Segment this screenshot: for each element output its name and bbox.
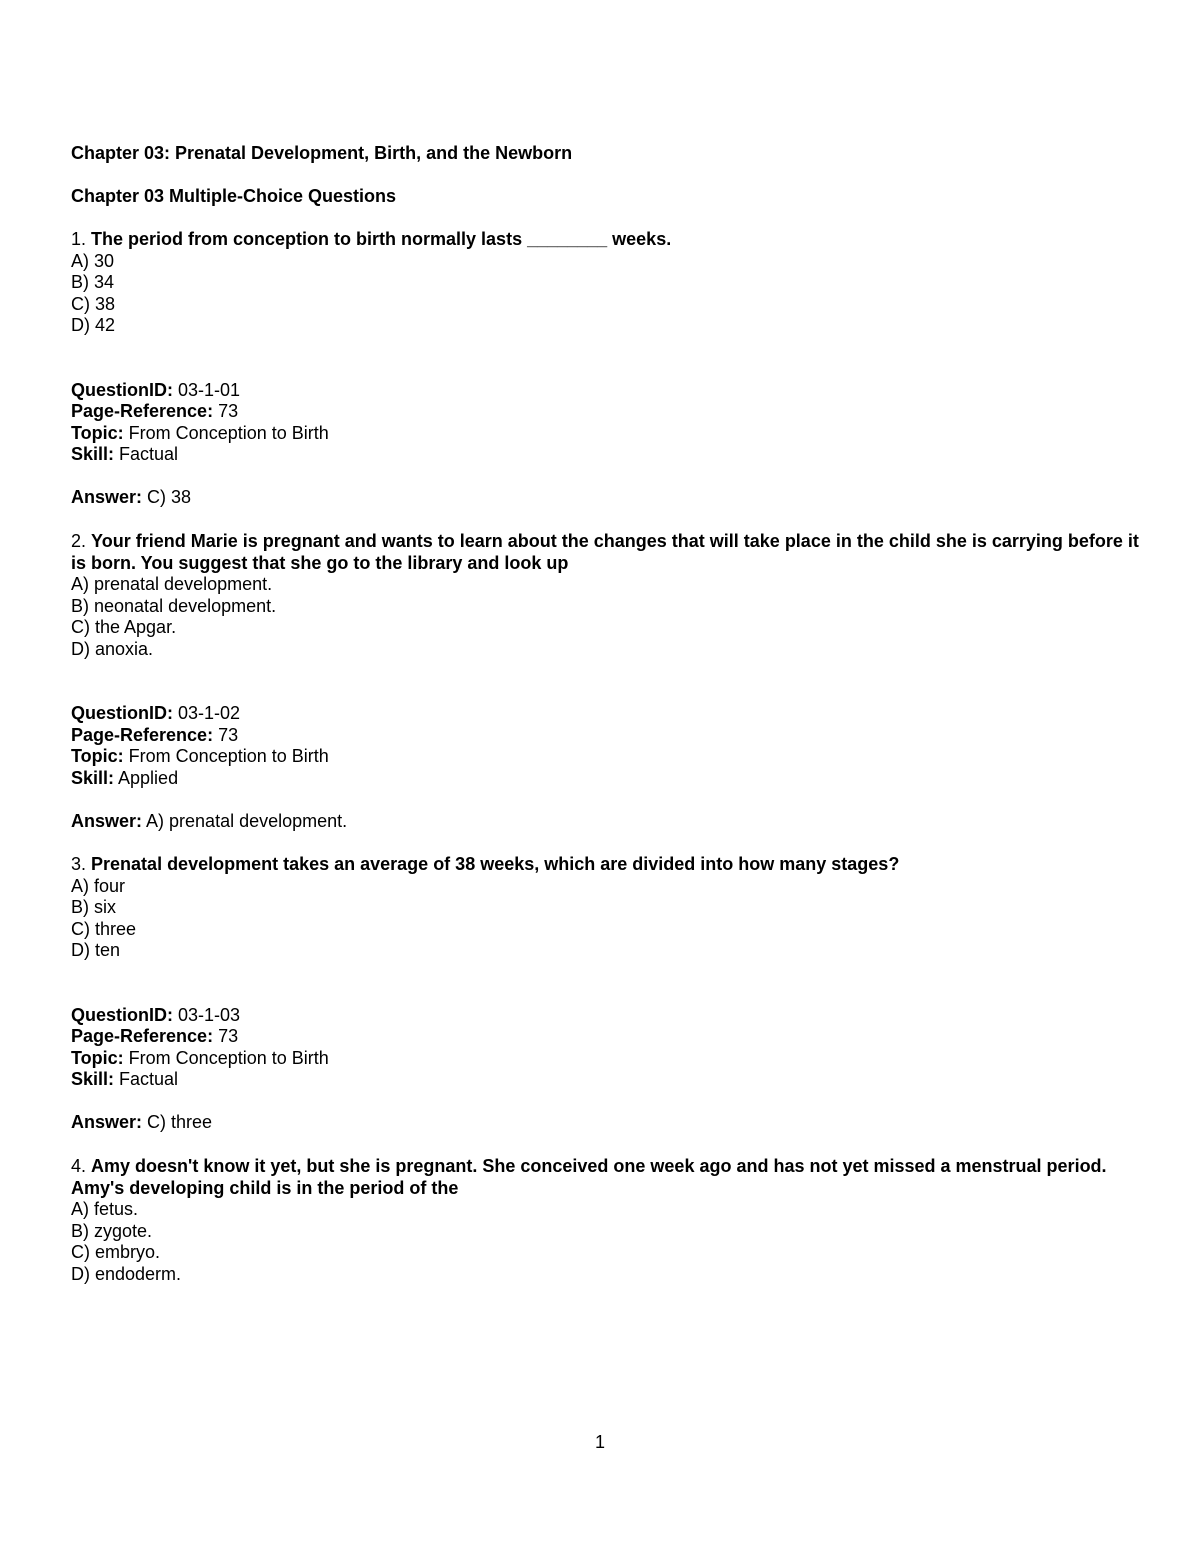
answer-option: C) embryo. <box>71 1242 161 1262</box>
question-text: The period from conception to birth normally lasts ________ weeks. <box>91 229 672 249</box>
question-number: 2. <box>71 531 87 551</box>
question-metadata <box>71 380 1141 466</box>
answer-value: A) prenatal development. <box>146 810 348 831</box>
answer-line <box>71 1112 1141 1134</box>
skill-label: Skill: <box>71 444 115 464</box>
answer-label: Answer: <box>71 1112 143 1132</box>
answer-option: A) four <box>71 875 126 896</box>
question-number: 4. <box>71 1156 87 1176</box>
question-id-value: 03-1-02 <box>178 703 241 723</box>
answer-label: Answer: <box>71 810 143 831</box>
answer-option: C) three <box>71 918 137 939</box>
answer-option: C) 38 <box>71 293 116 314</box>
answer-value: C) three <box>147 1112 213 1132</box>
answer-option: D) ten <box>71 940 121 960</box>
question-number: 1. <box>71 229 87 249</box>
answer-value: C) 38 <box>147 487 192 507</box>
answer-line <box>71 487 1141 509</box>
answer-option: B) 34 <box>71 272 115 292</box>
question-id-value: 03-1-01 <box>178 379 241 400</box>
question-text: Amy doesn't know it yet, but she is pregnant. She conceived one week ago and has not yet missed a menstrual period. Amy's developing child is in the period of the <box>71 1156 1107 1198</box>
page-reference-label: Page-Reference: <box>71 724 214 745</box>
page-reference-label: Page-Reference: <box>71 1026 214 1046</box>
topic-label: Topic: <box>71 1047 124 1068</box>
question-stem <box>71 531 1141 574</box>
question-4 <box>71 1156 1141 1285</box>
question-text: Your friend Marie is pregnant and wants to learn about the changes that will take place in the child she is carrying before it is born. You suggest that she go to the library and look up <box>71 531 1139 573</box>
answer-option: D) anoxia. <box>71 638 154 659</box>
question-text: Prenatal development takes an average of 38 weeks, which are divided into how many stages? <box>91 854 900 874</box>
answer-label: Answer: <box>71 487 143 507</box>
question-number: 3. <box>71 854 87 874</box>
question-metadata <box>71 703 1141 789</box>
answer-option: A) prenatal development. <box>71 574 273 594</box>
question-stem <box>71 229 1141 251</box>
topic-label: Topic: <box>71 422 124 443</box>
answer-option: A) 30 <box>71 250 115 271</box>
answer-option: B) neonatal development. <box>71 595 277 616</box>
answer-line <box>71 811 1141 833</box>
page-reference-value: 73 <box>218 1026 239 1046</box>
question-id-label: QuestionID: <box>71 1004 173 1025</box>
question-id-value: 03-1-03 <box>178 1004 241 1025</box>
skill-value: Applied <box>118 767 179 788</box>
topic-value: From Conception to Birth <box>128 746 329 766</box>
answer-option: D) 42 <box>71 315 116 335</box>
topic-label: Topic: <box>71 746 124 766</box>
topic-value: From Conception to Birth <box>128 1047 329 1068</box>
question-3 <box>71 854 1141 1134</box>
answer-option: B) six <box>71 897 116 917</box>
page-reference-value: 73 <box>218 401 239 421</box>
skill-label: Skill: <box>71 767 115 788</box>
page-reference-label: Page-Reference: <box>71 401 214 421</box>
document-subtitle: Chapter 03 Multiple-Choice Questions <box>71 186 397 206</box>
question-id-label: QuestionID: <box>71 379 173 400</box>
answer-option: A) fetus. <box>71 1199 139 1219</box>
skill-label: Skill: <box>71 1069 115 1089</box>
question-id-label: QuestionID: <box>71 703 173 723</box>
question-stem <box>71 1156 1141 1199</box>
document-title: Chapter 03: Prenatal Development, Birth, and the Newborn <box>71 143 573 163</box>
page-reference-value: 73 <box>218 724 239 745</box>
answer-option: B) zygote. <box>71 1220 153 1241</box>
skill-value: Factual <box>119 1069 179 1089</box>
question-stem <box>71 854 1141 876</box>
document-header <box>71 143 1151 208</box>
answer-option: C) the Apgar. <box>71 617 177 637</box>
topic-value: From Conception to Birth <box>128 422 329 443</box>
question-1 <box>71 229 1141 509</box>
answer-option: D) endoderm. <box>71 1263 182 1284</box>
question-2 <box>71 531 1141 832</box>
skill-value: Factual <box>119 444 179 464</box>
page-number: 1 <box>594 1432 605 1452</box>
question-metadata <box>71 1005 1141 1091</box>
